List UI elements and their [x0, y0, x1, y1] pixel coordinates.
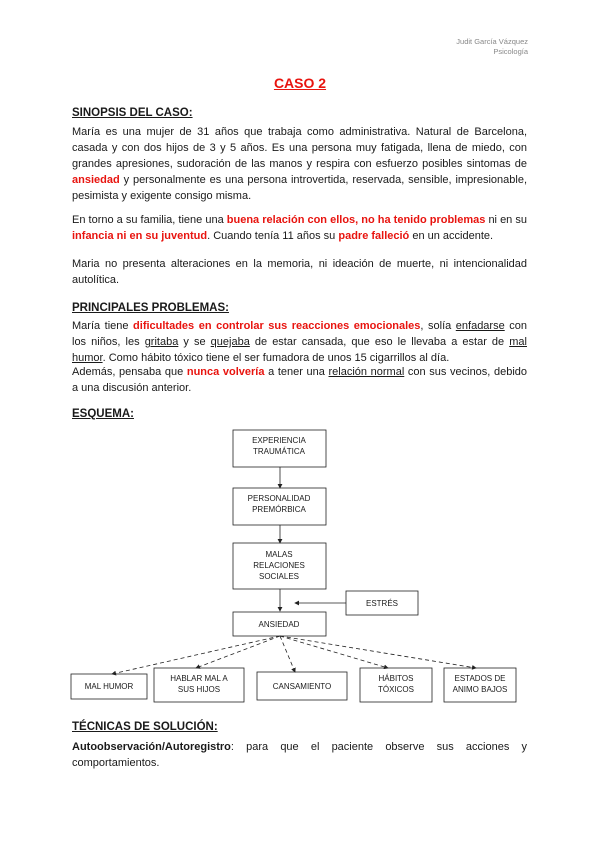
- esquema-diagram: [0, 420, 600, 710]
- box-malas-line1: MALAS: [265, 550, 293, 559]
- box-cansamiento: [257, 672, 347, 700]
- box-estados-line2: ANIMO BAJOS: [452, 685, 508, 694]
- box-malhumor: [71, 674, 147, 699]
- box-malas-line2: RELACIONES: [253, 561, 305, 570]
- esquema-heading: ESQUEMA:: [72, 408, 134, 420]
- page-title: CASO 2: [273, 75, 327, 91]
- problemas-heading: PRINCIPALES PROBLEMAS:: [72, 302, 229, 314]
- box-malas-relaciones: [233, 543, 326, 589]
- problemas-paragraph-2: Además, pensaba que nunca volvería a tener una relación normal con sus vecinos, debido a una discusión anterior.: [72, 366, 528, 394]
- arrow-to-habitos: [280, 636, 388, 668]
- box-personalidad-line2: PREMÓRBICA: [252, 505, 306, 514]
- sinopsis-paragraph-2: En torno a su familia, tiene una buena relación con ellos, no ha tenido problemas ni en su infancia ni en su juventud. Cuando tenía 11 años su padre falleció en un accidente.: [72, 214, 527, 242]
- arrow-to-cansamiento: [280, 636, 295, 672]
- box-habitos-line2: TÓXICOS: [377, 685, 415, 694]
- box-estados: [444, 668, 516, 702]
- sinopsis-paragraph-1: María es una mujer de 31 años que trabaja como administrativa. Natural de Barcelona, casada y con dos hijos de 3 y 5 años. Es una persona muy fatigada, llena de miedo, con grandes apresiones, sudoración de las manos y respira con esfuerzo posibles sintomas de ansiedad y personalmente es una persona introvertida, reservada, sensible, impresionable, pesimista y exigente consigo misma.: [72, 126, 527, 202]
- box-estres-label: ESTRÉS: [365, 599, 399, 608]
- box-estados-line1: ESTADOS DE: [454, 674, 506, 683]
- box-hablar-line2: SUS HIJOS: [177, 685, 221, 694]
- tecnicas-paragraph-1: Autoobservación/Autoregistro: para que el paciente observe sus acciones y comportamientos.: [72, 741, 527, 769]
- box-ansiedad: [233, 612, 326, 636]
- box-malhumor-label: MAL HUMOR: [84, 682, 134, 691]
- problemas-paragraph-1: María tiene dificultades en controlar sus reacciones emocionales, solía enfadarse con los niños, les gritaba y se quejaba de estar cansada, que eso le llevaba a estar de mal humor. Como hábito tóxico tiene el ser fumadora de unos 15 cigarrillos al día.: [72, 320, 527, 364]
- box-experiencia-line1: EXPERIENCIA: [252, 436, 306, 445]
- box-experiencia-line2: TRAUMÁTICA: [253, 447, 305, 456]
- box-habitos-line1: HÁBITOS: [378, 674, 414, 683]
- box-habitos: [360, 668, 432, 702]
- box-hablar-line1: HABLAR MAL A: [170, 674, 228, 683]
- box-personalidad: [233, 488, 326, 525]
- box-ansiedad-label: ANSIEDAD: [258, 620, 300, 629]
- arrow-to-estados: [280, 636, 476, 668]
- sinopsis-heading: SINOPSIS DEL CASO:: [72, 107, 193, 119]
- page-header: [456, 37, 528, 57]
- box-estres: [346, 591, 418, 615]
- box-malas-line3: SOCIALES: [258, 572, 300, 581]
- sinopsis-paragraph-3: Maria no presenta alteraciones en la memoria, ni ideación de muerte, ni intencionalidad autolítica.: [72, 258, 527, 286]
- header-author: Judit García Vázquez: [456, 37, 528, 46]
- box-experiencia: [233, 430, 326, 467]
- box-hablar: [154, 668, 244, 702]
- header-subject: Psicología: [493, 47, 528, 56]
- box-personalidad-line1: PERSONALIDAD: [247, 494, 311, 503]
- box-cansamiento-label: CANSAMIENTO: [272, 682, 332, 691]
- tecnicas-heading: TÉCNICAS DE SOLUCIÓN:: [72, 721, 218, 733]
